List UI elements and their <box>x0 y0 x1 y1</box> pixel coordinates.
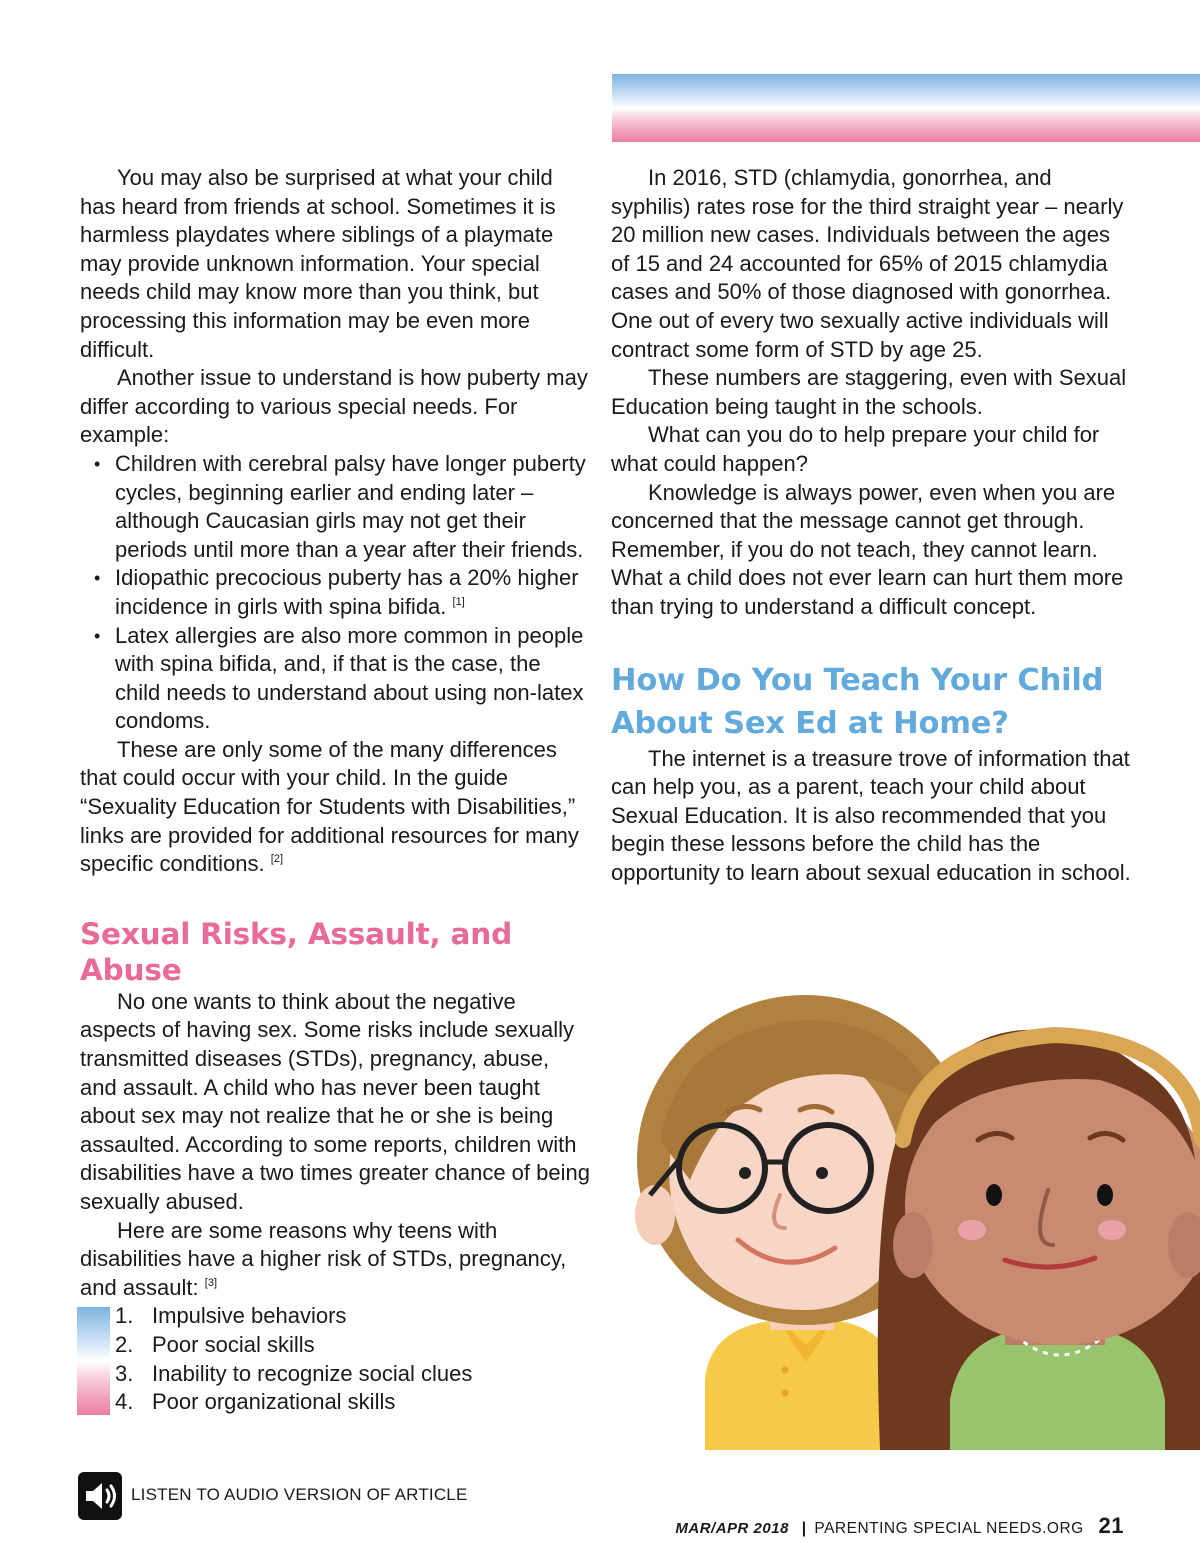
page-number: 21 <box>1098 1513 1124 1538</box>
paragraph-text: These are only some of the many differences that could occur with your child. In the guide “Sexuality Education for Students with Disabilities,” links are provided for additional resources for many specific conditions. <box>80 736 579 877</box>
issue-date: MAR/APR 2018 <box>675 1520 789 1537</box>
list-number: 3. <box>115 1360 134 1386</box>
paragraph <box>80 1217 590 1303</box>
paragraph: Knowledge is always power, even when you are concerned that the message cannot get through. Remember, if you do not teach, they cannot learn. What a child does not ever learn can hurt them more than trying to understand a difficult concept. <box>611 479 1124 619</box>
boy-and-girl-illustration <box>620 990 1200 1450</box>
footnote-ref: [2] <box>270 853 284 866</box>
footer-separator: | <box>801 1520 807 1537</box>
list-item <box>80 1360 590 1389</box>
right-column <box>611 164 1131 887</box>
list-text: Poor organizational skills <box>152 1389 396 1415</box>
bullet-text: Latex allergies are also more common in people with spina bifida, and, if that is the case, the child needs to understand about using non-latex condoms. <box>115 622 584 734</box>
list-text: Inability to recognize social clues <box>152 1360 473 1386</box>
list-item <box>80 1302 590 1331</box>
list-item <box>80 1388 590 1417</box>
paragraph: You may also be surprised at what your child has heard from friends at school. Sometimes it is harmless playdates where siblings of a playmate may provide unknown information. Your special needs child may know more than you think, but processing this information may be even more difficult. <box>80 165 556 362</box>
paragraph: The internet is a treasure trove of information that can help you, as a parent, teach your child about Sexual Education. It is also recommended that you begin these lessons before the child has the opportunity to learn about sexual education in school. <box>611 745 1131 885</box>
section-heading-teach-at-home: How Do You Teach Your Child About Sex Ed at Home? <box>611 662 1104 741</box>
footnote-ref: [1] <box>452 595 465 608</box>
bullet-text: Idiopathic precocious puberty has a 20% higher incidence in girls with spina bifida. <box>115 565 579 619</box>
puberty-bullet-list <box>80 450 590 736</box>
paragraph: These numbers are staggering, even with Sexual Education being taught in the schools. <box>611 365 1127 419</box>
list-item <box>80 1331 590 1360</box>
paragraph: What can you do to help prepare your child for what could happen? <box>611 422 1100 476</box>
list-number: 2. <box>115 1331 134 1357</box>
bullet-text: Children with cerebral palsy have longer puberty cycles, beginning earlier and ending later – although Caucasian girls may not get their periods until more than a year after their friends. <box>115 450 586 562</box>
audio-version-link[interactable]: LISTEN TO AUDIO VERSION OF ARTICLE <box>131 1485 468 1504</box>
decorative-gradient-bar <box>612 74 1200 142</box>
footnote-ref: [3] <box>204 1276 217 1289</box>
list-text: Poor social skills <box>152 1331 315 1357</box>
page-footer <box>675 1513 1124 1539</box>
paragraph: In 2016, STD (chlamydia, gonorrhea, and syphilis) rates rose for the third straight year – nearly 20 million new cases. Individuals between the ages of 15 and 24 accounted for 65% of 2015 chlamydia cases and 50% of those diagnosed with gonorrhea. One out of every two sexually active individuals will contract some form of STD by age 25. <box>611 165 1124 362</box>
paragraph-text: Here are some reasons why teens with disabilities have a higher risk of STDs, pregnancy, and assault: <box>80 1217 567 1300</box>
bullet-item <box>80 450 590 564</box>
girl-figure <box>878 1030 1200 1450</box>
speaker-icon[interactable] <box>78 1472 122 1520</box>
bullet-item <box>80 622 590 736</box>
list-number: 4. <box>115 1389 134 1415</box>
site-name: PARENTING SPECIAL NEEDS.ORG <box>814 1520 1084 1537</box>
list-number: 1. <box>115 1303 134 1329</box>
paragraph: Another issue to understand is how puberty may differ according to various special needs. For example: <box>80 365 588 448</box>
left-column <box>80 164 590 1417</box>
risk-reasons-list <box>80 1302 590 1416</box>
paragraph: No one wants to think about the negative aspects of having sex. Some risks include sexually transmitted diseases (STDs), pregnancy, abuse, and assault. A child who has never been taught about sex may not realize that he or she is being assaulted. According to some reports, children with disabilities have a two times greater chance of being sexually abused. <box>80 988 590 1214</box>
list-text: Impulsive behaviors <box>152 1303 347 1329</box>
section-heading-sexual-risks: Sexual Risks, Assault, and Abuse <box>80 916 512 987</box>
bullet-item <box>80 564 590 621</box>
paragraph <box>80 736 590 879</box>
